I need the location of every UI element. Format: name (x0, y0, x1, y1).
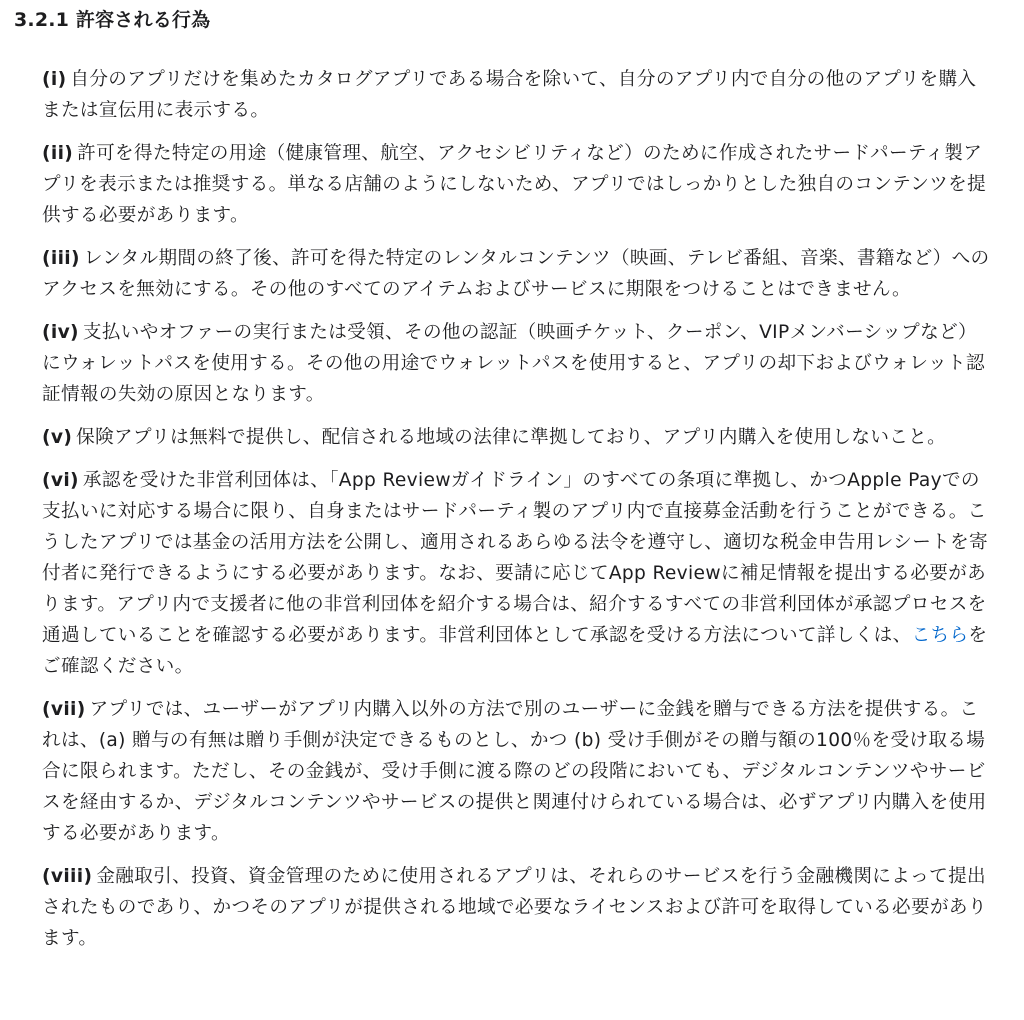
item-text: 承認を受けた非営利団体は、「App Reviewガイドライン」のすべての条項に準拠し、かつApple Payでの支払いに対応する場合に限り、自身またはサードパーティ製のアプリ内で直接募金活動を行うことができる。こうしたアプリでは基金の活用方法を公開し、適用されるあらゆる法令を遵守し、適切な税金申告用レシートを寄付者に発行できるようにする必要があります。なお、要請に応じてApp Reviewに補足情報を提出する必要があります。アプリ内で支援者に他の非営利団体を紹介する場合は、紹介するすべての非営利団体が承認プロセスを通過していることを確認する必要があります。非営利団体として承認を受ける方法について詳しくは、 (42, 470, 988, 646)
list-item (42, 64, 992, 126)
item-number: (viii) (42, 866, 93, 887)
section-title: 3.2.1 許容される行為 (14, 9, 211, 31)
list-item (42, 243, 992, 305)
list-item (42, 694, 992, 849)
list-item (42, 317, 992, 410)
list-item (42, 138, 992, 231)
item-text: 保険アプリは無料で提供し、配信される地域の法律に準拠しており、アプリ内購入を使用しないこと。 (76, 427, 947, 448)
item-number: (vi) (42, 470, 79, 491)
item-text: 支払いやオファーの実行または受領、その他の認証（映画チケット、クーポン、VIPメンバーシップなど）にウォレットパスを使用する。その他の用途でウォレットパスを使用すると、アプリの却下およびウォレット認証情報の失効の原因となります。 (42, 322, 985, 405)
list-item (42, 861, 992, 954)
item-number: (ii) (42, 143, 74, 164)
item-text: アプリでは、ユーザーがアプリ内購入以外の方法で別のユーザーに金銭を贈与できる方法を提供する。これは、(a) 贈与の有無は贈り手側が決定できるものとし、かつ (b) 受け手側がその贈与額の100％を受け取る場合に限られます。ただし、その金銭が、受け手側に渡る際のどの段階においても、デジタルコンテンツやサービスを経由するか、デジタルコンテンツやサービスの提供と関連付けられている場合は、必ずアプリ内購入を使用する必要があります。 (42, 699, 987, 844)
allowed-actions-list (0, 64, 1024, 954)
nonprofit-approval-link[interactable]: こちら (911, 625, 969, 646)
item-text: 許可を得た特定の用途（健康管理、航空、アクセシビリティなど）のために作成されたサードパーティ製アプリを表示または推奨する。単なる店舗のようにしないため、アプリではしっかりとした独自のコンテンツを提供する必要があります。 (42, 143, 987, 226)
item-number: (vii) (42, 699, 86, 720)
item-number: (iii) (42, 248, 80, 269)
item-number: (iv) (42, 322, 79, 343)
item-text: 金融取引、投資、資金管理のために使用されるアプリは、それらのサービスを行う金融機関によって提出されたものであり、かつそのアプリが提供される地域で必要なライセンスおよび許可を取得している必要があります。 (42, 866, 987, 949)
item-number: (i) (42, 69, 67, 90)
item-number: (v) (42, 427, 73, 448)
item-text-after-link: をご確認ください。 (42, 625, 988, 677)
item-text: レンタル期間の終了後、許可を得た特定のレンタルコンテンツ（映画、テレビ番組、音楽、書籍など）へのアクセスを無効にする。その他のすべてのアイテムおよびサービスに期限をつけることはできません。 (42, 248, 990, 300)
list-item (42, 465, 992, 682)
item-text: 自分のアプリだけを集めたカタログアプリである場合を除いて、自分のアプリ内で自分の他のアプリを購入または宣伝用に表示する。 (42, 69, 977, 121)
list-item (42, 422, 992, 453)
